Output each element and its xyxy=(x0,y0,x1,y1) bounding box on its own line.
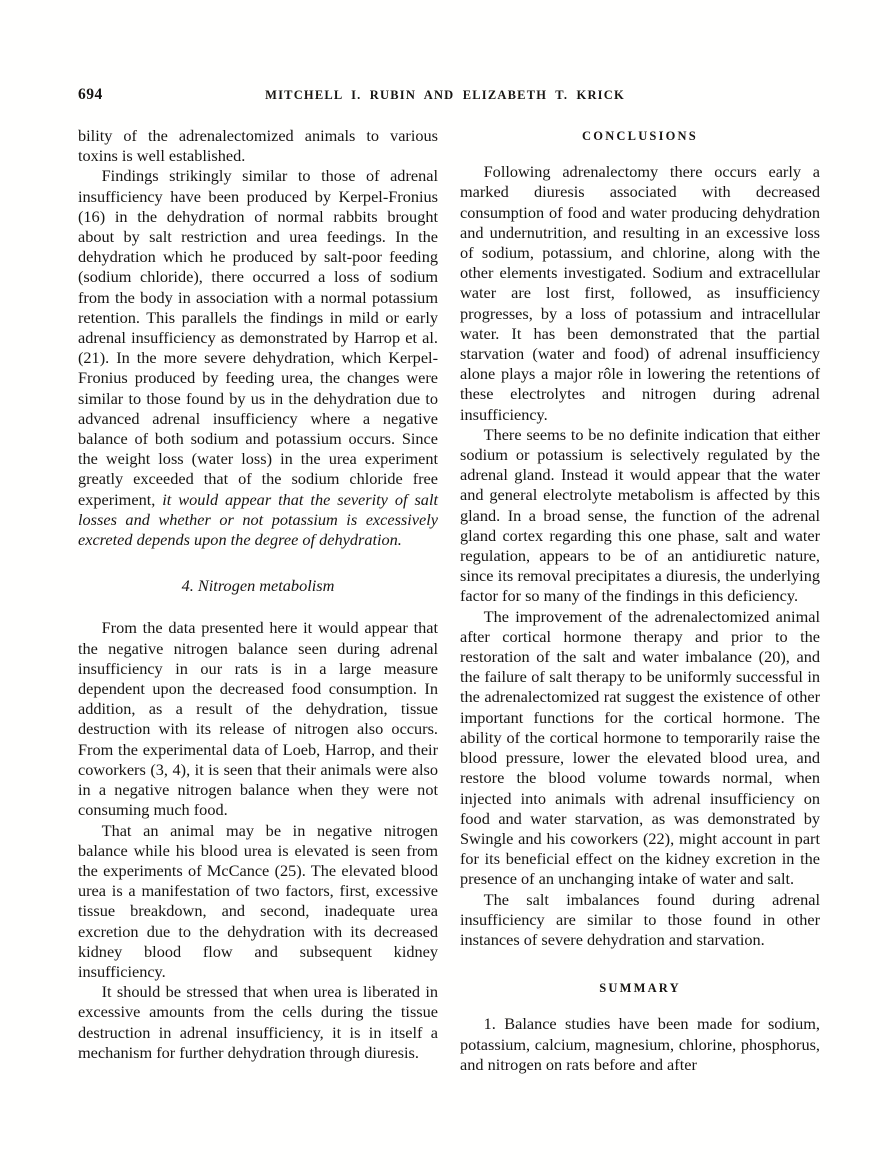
right-column xyxy=(460,126,820,1075)
page-number: 694 xyxy=(78,86,103,103)
italic-text-run: 4. Nitrogen metabolism xyxy=(181,576,335,596)
text-run: Following adrenalectomy there occurs early a marked diuresis associated with decreased consumption of food and water producing dehydration and undernutrition, and resulting in an excessive loss of sodium, potassium, and chlorine, along with the other elements investigated. Sodium and extracellular water are lost first, followed, as insufficiency progresses, by a loss of potassium and intracellular water. It has been demonstrated that the partial starvation (water and food) of adrenal insufficiency alone plays a major rôle in lowering the retentions of these electrolytes and nitrogen during adrenal insufficiency. xyxy=(460,162,820,424)
section-heading xyxy=(460,978,820,998)
text-run: The salt imbalances found during adrenal insufficiency are similar to those found in other instances of severe dehydration and starvation. xyxy=(460,889,820,949)
italic-text-run: it would appear that the severity of salt losses and whether or not potassium is excessively excreted depends upon the degree of dehydration. xyxy=(78,489,438,550)
text-run: bility of the adrenalectomized animals to various toxins is well established. xyxy=(78,126,438,166)
text-run: From the data presented here it would appear that the negative nitrogen balance seen during adrenal insufficiency in our rats is in a large measure dependent upon the decreased food consumption. In addition, as a result of the dehydration, tissue destruction with its release of nitrogen also occurs. From the experimental data of Loeb, Harrop, and their coworkers (3, 4), it is seen that their animals were also in a negative nitrogen balance when they were not consuming much food. xyxy=(78,618,438,820)
paragraph xyxy=(78,821,438,983)
two-column-text xyxy=(0,106,890,1075)
paragraph xyxy=(78,126,438,166)
text-run: That an animal may be in negative nitrogen balance while his blood urea is elevated is seen from the experiments of McCance (25). The elevated blood urea is a manifestation of two factors, first, excessive tissue breakdown, and second, inadequate urea excretion due to the dehydration with its decreased kidney blood flow and subsequent kidney insufficiency. xyxy=(78,820,438,981)
left-column xyxy=(78,126,438,1075)
page-header xyxy=(0,86,890,106)
paragraph xyxy=(460,162,820,425)
paragraph xyxy=(78,166,438,550)
text-run: The improvement of the adrenalectomized animal after cortical hormone therapy and prior to the restoration of the salt and water imbalance (20), and the failure of salt therapy to be uniformly successful in the adrenalectomized rat suggest the existence of other important functions for the cortical hormone. The ability of the cortical hormone to temporarily raise the blood pressure, lower the elevated blood urea, and restore the blood volume towards normal, when injected into animals with adrenal insufficiency on food and water starvation, as was demonstrated by Swingle and his coworkers (22), might account in part for its beneficial effect on the kidney excretion in the presence of an unchanging intake of water and salt. xyxy=(460,606,820,889)
text-run: 1. Balance studies have been made for sodium, potassium, calcium, magnesium, chlorine, phosphorus, and nitrogen on rats before and after xyxy=(460,1014,820,1074)
text-run: CONCLUSIONS xyxy=(582,129,698,143)
paragraph xyxy=(460,890,820,951)
paragraph xyxy=(460,1014,820,1075)
paragraph xyxy=(460,425,820,607)
text-run: There seems to be no definite indication that either sodium or potassium is selectively regulated by the adrenal gland. Instead it would appear that the water and general electrolyte metabolism is affected by this gland. In a broad sense, the function of the adrenal gland cortex regarding this one phase, salt and water regulation, appears to be of an antidiuretic nature, since its removal precipitates a diuresis, the underlying factor for so many of the findings in this deficiency. xyxy=(460,424,820,606)
running-head: MITCHELL I. RUBIN AND ELIZABETH T. KRICK xyxy=(265,88,625,102)
text-run: It should be stressed that when urea is liberated in excessive amounts from the cells during the tissue destruction in adrenal insufficiency, it is in itself a mechanism for further dehydration through diuresis. xyxy=(78,982,438,1062)
paragraph xyxy=(78,982,438,1063)
text-run: SUMMARY xyxy=(599,981,681,996)
section-heading xyxy=(460,126,820,146)
text-run: Findings strikingly similar to those of adrenal insufficiency have been produced by Kerpel-Fronius (16) in the dehydration of normal rabbits brought about by salt restriction and urea feedings. In the dehydration which he produced by salt-poor feeding (sodium chloride), there occurred a loss of sodium from the body in association with a normal potassium retention. This parallels the findings in mild or early adrenal insufficiency as demonstrated by Harrop et al. (21). In the more severe dehydration, which Kerpel-Fronius produced by feeding urea, the changes were similar to those found by us in the dehydration due to advanced adrenal insufficiency where a negative balance of both sodium and potassium occurs. Since the weight loss (water loss) in the urea experiment greatly exceeded that of the sodium chloride free experiment, xyxy=(78,166,438,509)
paragraph xyxy=(460,607,820,890)
paragraph xyxy=(78,618,438,820)
subsection-heading xyxy=(78,576,438,596)
